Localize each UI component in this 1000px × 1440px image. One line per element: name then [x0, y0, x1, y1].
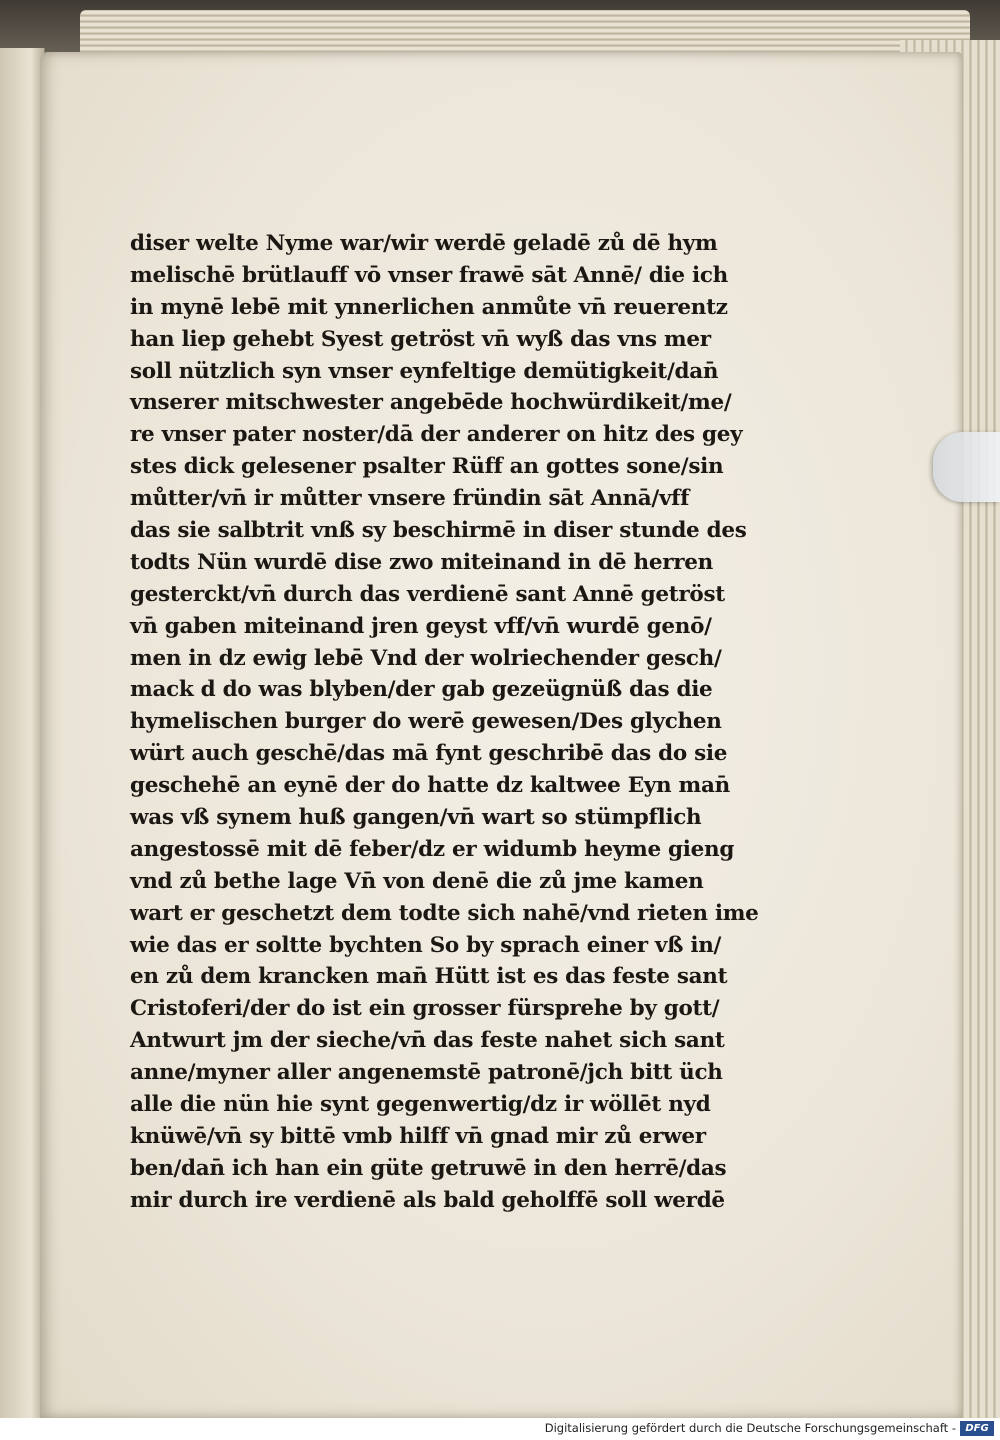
text-line: diser welte Nyme war/wir werdē geladē zů dē hym — [130, 231, 718, 256]
text-line: vnserer mitschwester angebēde hochwürdikeit/me/ — [130, 390, 732, 416]
text-line: anne/myner aller angenemstē patronē/jch bitt üch — [130, 1060, 723, 1086]
dfg-logo-icon: DFG — [960, 1421, 994, 1436]
text-line: melischē brütlauff vō vnser frawē sāt Annē/ die ich — [130, 262, 728, 288]
page-clip — [933, 432, 1000, 502]
text-line: vn̄ gaben miteinand jren geyst vff/vn̄ wurdē genō/ — [130, 613, 712, 639]
text-line: wie das er soltte bychten So by sprach einer vß in/ — [130, 932, 722, 958]
text-line: en zů dem krancken man̄ Hütt ist es das feste sant — [130, 964, 728, 990]
text-line: mir durch ire verdienē als bald geholffē soll werdē — [130, 1187, 725, 1213]
text-line: Antwurt jm der sieche/vn̄ das feste nahet sich sant — [130, 1028, 725, 1054]
text-line: han liep gehebt Syest getröst vn̄ wyß das vns mer — [130, 326, 711, 352]
text-line: stes dick gelesener psalter Rüff an gottes sone/sin — [130, 454, 724, 480]
text-line: alle die nün hie synt gegenwertig/dz ir wöllēt nyd — [130, 1092, 711, 1118]
text-line: was vß synem huß gangen/vn̄ wart so stümpflich — [130, 805, 702, 831]
text-line: soll nützlich syn vnser eynfeltige demütigkeit/dan̄ — [130, 358, 719, 384]
text-line: wart er geschetzt dem todte sich nahē/vnd rieten ime — [130, 900, 759, 926]
text-line: todts Nün wurdē dise zwo miteinand in dē herren — [130, 549, 713, 575]
text-line: in mynē lebē mit ynnerlichen anmůte vn̄ reuerentz — [130, 294, 728, 320]
left-facing-page — [0, 48, 45, 1418]
text-line: Cristoferi/der do ist ein grosser fürsprehe by gott/ — [130, 996, 720, 1022]
text-line: knüwē/vn̄ sy bittē vmb hilff vn̄ gnad mir zů erwer — [130, 1123, 706, 1149]
text-line: re vnser pater noster/dā der anderer on hitz des gey — [130, 422, 743, 448]
text-line: das sie salbtrit vnß sy beschirmē in diser stunde des — [130, 518, 747, 544]
dfg-credit: Digitalisierung gefördert durch die Deutsche Forschungsgemeinschaft - — [544, 1421, 956, 1435]
text-line: můtter/vn̄ ir můtter vnsere fründin sāt Annā/vff — [130, 486, 690, 512]
text-line: ben/dan̄ ich han ein güte getruwē in den herrē/das — [130, 1155, 727, 1181]
text-line: gesterckt/vn̄ durch das verdienē sant Annē getröst — [130, 581, 725, 607]
book-page — [40, 52, 962, 1418]
text-line: vnd zů bethe lage Vn̄ von denē die zů jme kamen — [130, 868, 704, 894]
text-line: angestossē mit dē feber/dz er widumb heyme gieng — [130, 836, 735, 862]
text-line: geschehē an eynē der do hatte dz kaltwee Eyn man̄ — [130, 773, 730, 799]
text-line: hymelischen burger do werē gewesen/Des glychen — [130, 709, 722, 735]
text-line: würt auch geschē/das mā fynt geschribē das do sie — [130, 741, 728, 767]
text-block — [130, 228, 780, 1217]
text-line: men in dz ewig lebē Vnd der wolriechender gesch/ — [130, 645, 722, 671]
footer — [0, 1418, 1000, 1440]
text-line: mack d do was blyben/der gab gezeügnüß das die — [130, 677, 713, 703]
top-page-edges — [80, 10, 970, 56]
